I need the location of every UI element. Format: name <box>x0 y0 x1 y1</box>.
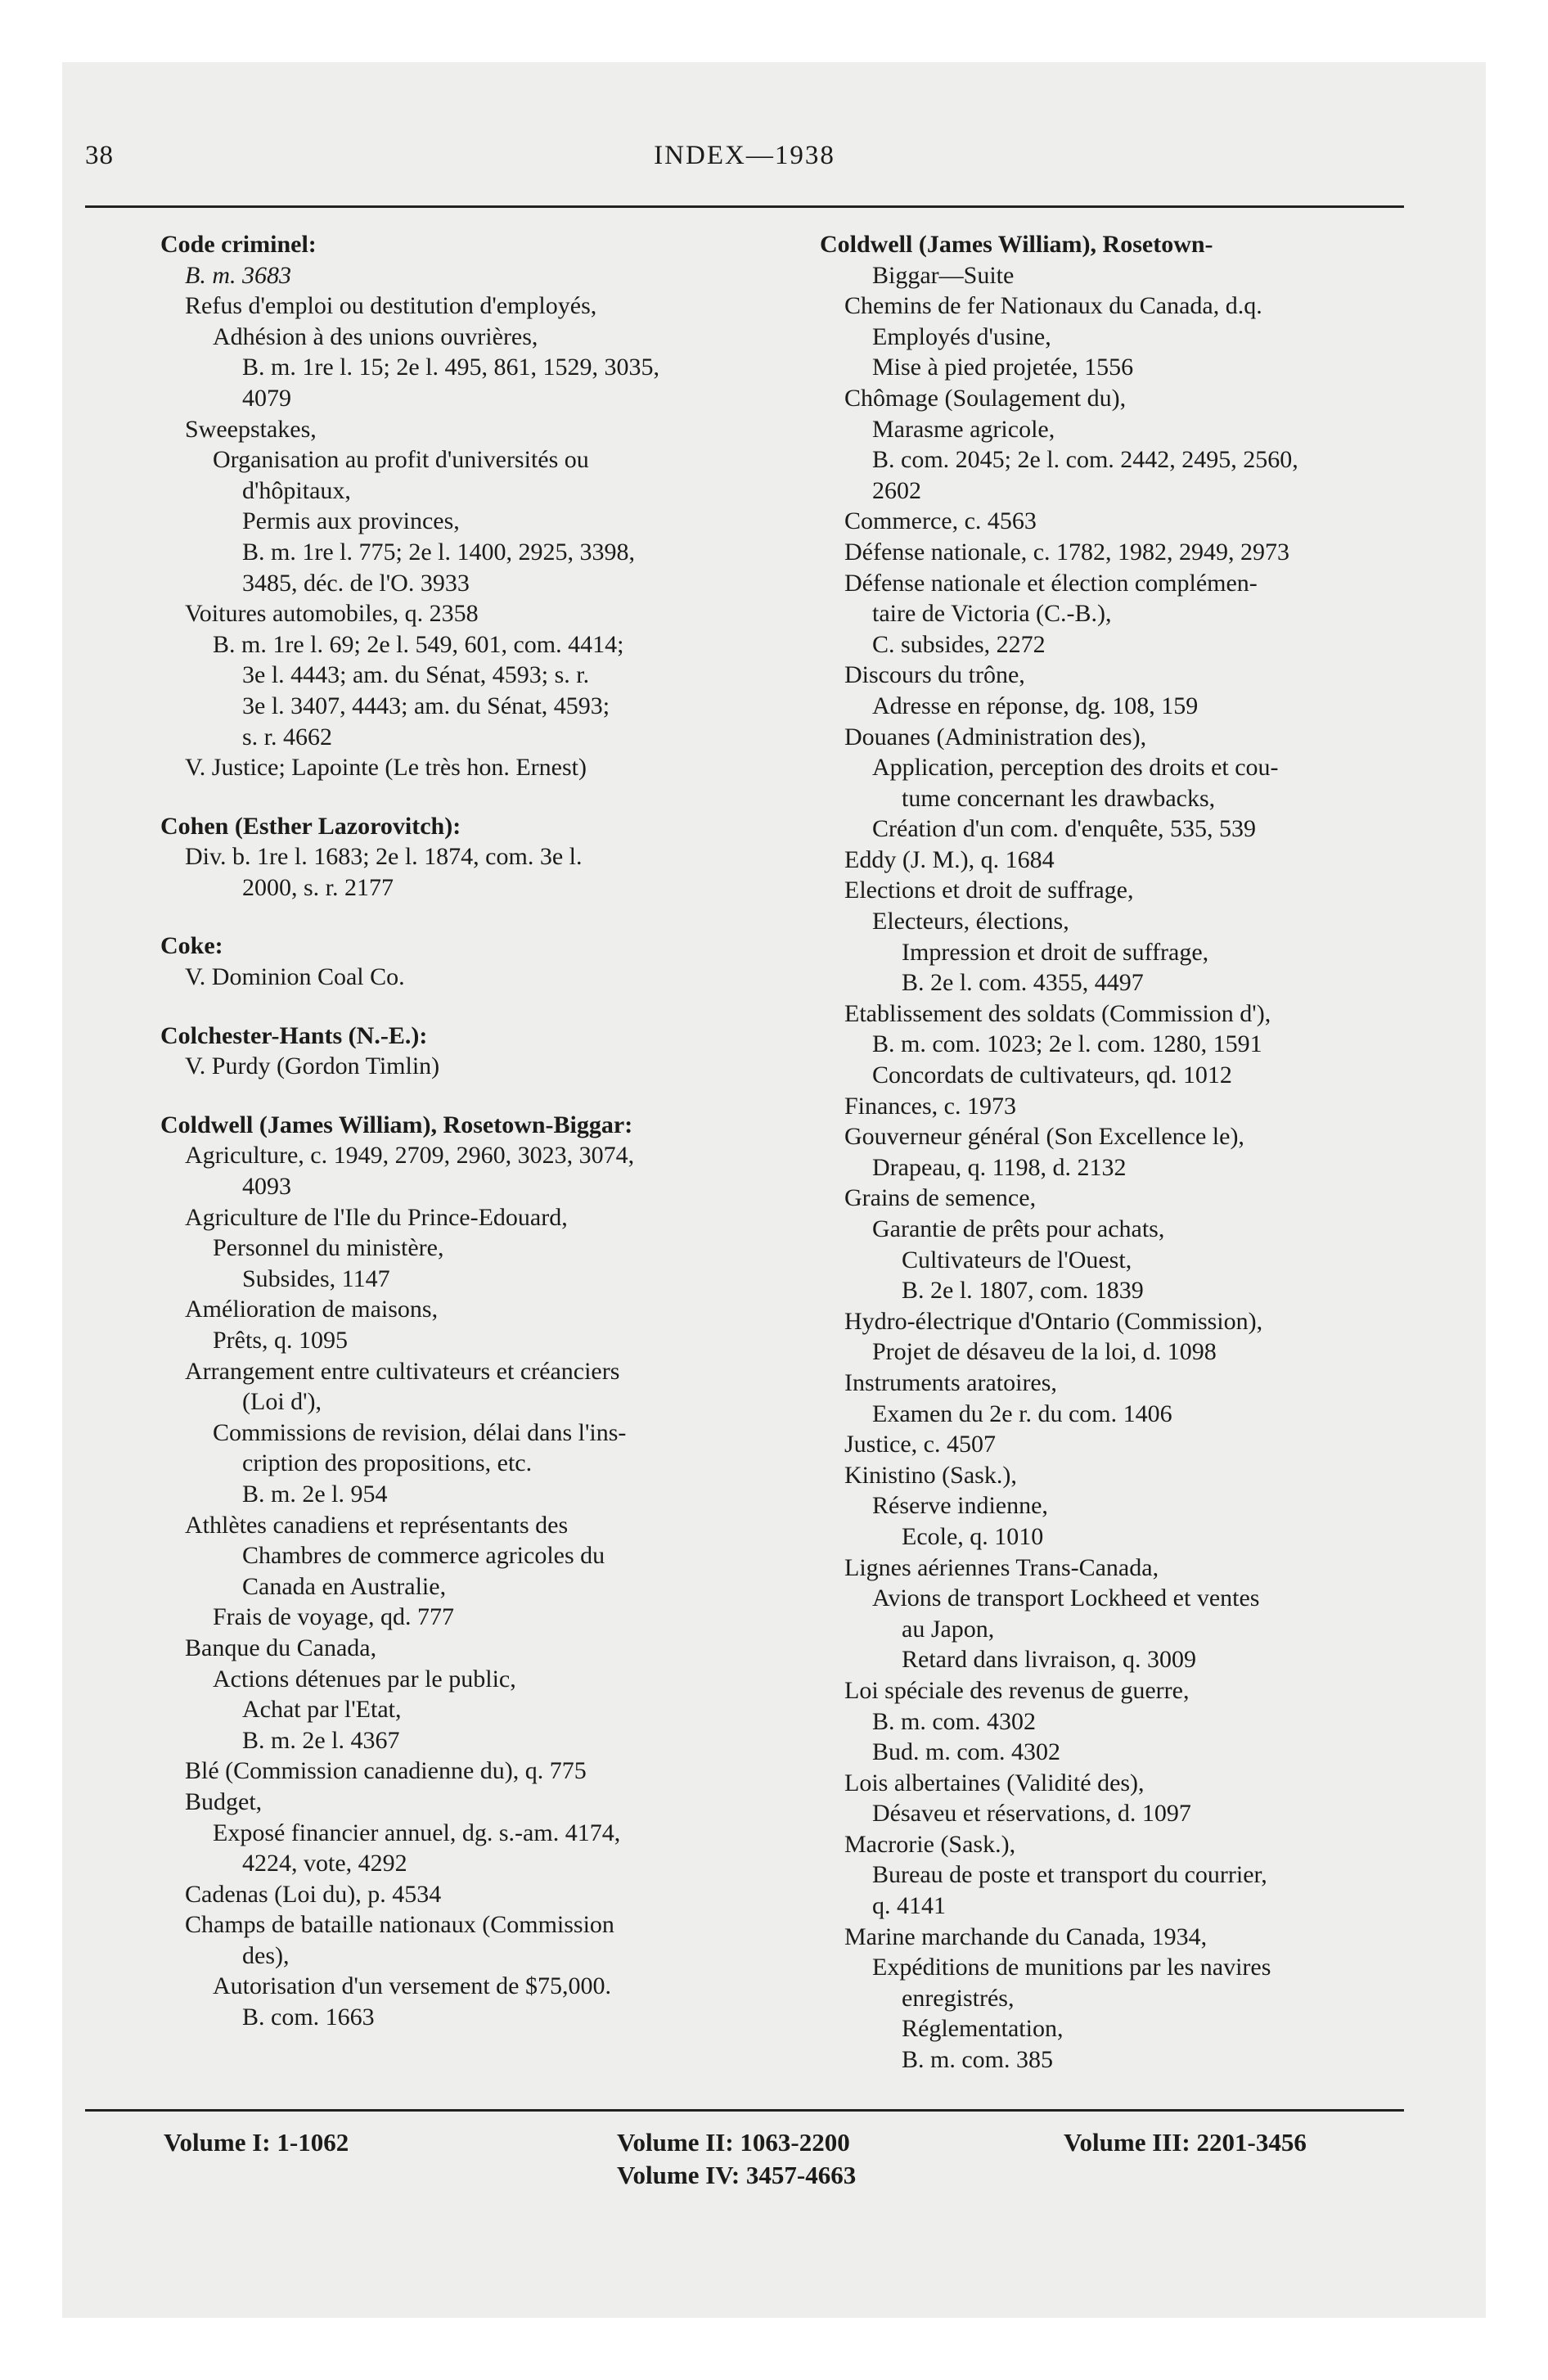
index-line: Finances, c. 1973 <box>844 1092 1016 1120</box>
index-line: Eddy (J. M.), q. 1684 <box>844 845 1055 873</box>
index-line: V. Dominion Coal Co. <box>185 963 405 991</box>
index-line: Adresse en réponse, dg. 108, 159 <box>872 692 1199 719</box>
index-line: Prêts, q. 1095 <box>213 1327 348 1354</box>
index-line: Frais de voyage, qd. 777 <box>213 1603 454 1631</box>
index-line: Bureau de poste et transport du courrier, <box>872 1861 1267 1889</box>
index-line: (Loi d'), <box>242 1388 322 1416</box>
index-line: Instruments aratoires, <box>844 1368 1057 1396</box>
index-line: B. m. 1re l. 69; 2e l. 549, 601, com. 4414; <box>213 630 624 658</box>
index-line: Organisation au profit d'universités ou <box>213 446 589 474</box>
index-line: enregistrés, <box>902 1984 1015 2012</box>
entry-gap <box>160 783 782 811</box>
index-line: Désaveu et réservations, d. 1097 <box>872 1800 1191 1828</box>
index-line: des), <box>242 1941 290 1969</box>
index-line: Bud. m. com. 4302 <box>872 1738 1060 1766</box>
index-line: Garantie de prêts pour achats, <box>872 1215 1165 1242</box>
index-line: 2602 <box>872 476 921 504</box>
volume-1-range: Volume I: 1-1062 <box>164 2128 349 2157</box>
index-line: Projet de désaveu de la loi, d. 1098 <box>872 1338 1217 1366</box>
index-heading: Cohen (Esther Lazorovitch): <box>160 812 461 840</box>
index-line: Adhésion à des unions ouvrières, <box>213 322 538 350</box>
volume-3-range: Volume III: 2201-3456 <box>1064 2128 1307 2157</box>
index-line: Examen du 2e r. du com. 1406 <box>872 1400 1172 1427</box>
index-line: Agriculture de l'Ile du Prince-Edouard, <box>185 1203 568 1231</box>
index-line: Budget, <box>185 1787 263 1815</box>
index-line: 3485, déc. de l'O. 3933 <box>242 569 470 597</box>
index-line: Ecole, q. 1010 <box>902 1522 1044 1550</box>
running-head: INDEX—1938 <box>654 141 835 170</box>
index-line: B. m. 1re l. 775; 2e l. 1400, 2925, 3398, <box>242 538 635 566</box>
page-header <box>85 141 1404 190</box>
index-line: Expéditions de munitions par les navires <box>872 1954 1271 1981</box>
index-line: Commissions de revision, délai dans l'ins- <box>213 1418 627 1446</box>
index-line: Chômage (Soulagement du), <box>844 384 1127 412</box>
index-line: B. 2e l. com. 4355, 4497 <box>902 969 1144 997</box>
index-line: 3e l. 4443; am. du Sénat, 4593; s. r. <box>242 661 590 689</box>
index-line: Electeurs, élections, <box>872 908 1069 935</box>
index-line: Chemins de fer Nationaux du Canada, d.q. <box>844 292 1262 320</box>
index-line: Gouverneur général (Son Excellence le), <box>844 1123 1244 1151</box>
index-line: B. com. 2045; 2e l. com. 2442, 2495, 2560, <box>872 446 1298 474</box>
index-line: Avions de transport Lockheed et ventes <box>872 1584 1260 1612</box>
index-line: B. m. 1re l. 15; 2e l. 495, 861, 1529, 3035, <box>242 354 659 381</box>
index-line: Kinistino (Sask.), <box>844 1461 1017 1489</box>
index-line: Drapeau, q. 1198, d. 2132 <box>872 1153 1127 1181</box>
index-line: Biggar—Suite <box>872 261 1015 289</box>
index-heading: Coldwell (James William), Rosetown-Biggar: <box>160 1111 633 1138</box>
left-column <box>160 229 782 2033</box>
index-line: B. m. com. 1023; 2e l. com. 1280, 1591 <box>872 1030 1262 1058</box>
volume-2-range: Volume II: 1063-2200 <box>617 2128 850 2157</box>
index-line: Personnel du ministère, <box>213 1234 444 1262</box>
index-line: Refus d'emploi ou destitution d'employés, <box>185 292 597 320</box>
index-line: Employés d'usine, <box>872 322 1051 350</box>
index-line: Achat par l'Etat, <box>242 1696 402 1724</box>
index-heading: Coke: <box>160 932 223 960</box>
index-line: Réglementation, <box>902 2015 1064 2043</box>
entry-gap <box>160 1082 782 1110</box>
index-line: B. m. com. 4302 <box>872 1707 1036 1735</box>
index-line: Concordats de cultivateurs, qd. 1012 <box>872 1062 1232 1089</box>
index-line: s. r. 4662 <box>242 723 333 751</box>
index-line: tume concernant les drawbacks, <box>902 784 1216 812</box>
index-line: C. subsides, 2272 <box>872 630 1046 658</box>
index-line: Agriculture, c. 1949, 2709, 2960, 3023, 3074, <box>185 1142 635 1170</box>
index-line: Champs de bataille nationaux (Commission <box>185 1911 614 1939</box>
index-line: Macrorie (Sask.), <box>844 1830 1016 1858</box>
index-line: Etablissement des soldats (Commission d'), <box>844 999 1271 1027</box>
index-line: Autorisation d'un versement de $75,000. <box>213 1972 611 2000</box>
entry-gap <box>160 903 782 931</box>
header-rule <box>85 205 1404 208</box>
entry-gap <box>160 993 782 1021</box>
index-line: Douanes (Administration des), <box>844 723 1147 751</box>
index-line: Création d'un com. d'enquête, 535, 539 <box>872 815 1257 843</box>
index-line: Lignes aériennes Trans-Canada, <box>844 1553 1159 1581</box>
index-line: 4224, vote, 4292 <box>242 1850 407 1877</box>
index-line: cription des propositions, etc. <box>242 1449 533 1477</box>
index-line: Application, perception des droits et cou- <box>872 754 1279 782</box>
index-line: Amélioration de maisons, <box>185 1296 439 1323</box>
index-line: Cultivateurs de l'Ouest, <box>902 1246 1132 1273</box>
index-line: Marasme agricole, <box>872 415 1055 443</box>
index-line: Subsides, 1147 <box>242 1264 390 1292</box>
index-heading: Colchester-Hants (N.-E.): <box>160 1021 428 1049</box>
index-line: Mise à pied projetée, 1556 <box>872 354 1134 381</box>
index-line: Marine marchande du Canada, 1934, <box>844 1922 1208 1950</box>
index-line: Permis aux provinces, <box>242 507 460 535</box>
index-line: B. m. 3683 <box>185 261 291 289</box>
index-line: Lois albertaines (Validité des), <box>844 1769 1145 1796</box>
index-line: Impression et droit de suffrage, <box>902 938 1209 966</box>
index-line: B. m. 2e l. 4367 <box>242 1726 400 1754</box>
index-heading: Coldwell (James William), Rosetown- <box>820 231 1213 258</box>
index-line: Retard dans livraison, q. 3009 <box>902 1646 1196 1674</box>
index-line: Sweepstakes, <box>185 415 317 443</box>
index-line: Banque du Canada, <box>185 1634 377 1661</box>
index-line: Loi spéciale des revenus de guerre, <box>844 1676 1190 1704</box>
index-line: au Japon, <box>902 1615 995 1643</box>
index-line: Défense nationale et élection complémen- <box>844 569 1258 597</box>
index-line: Div. b. 1re l. 1683; 2e l. 1874, com. 3e l. <box>185 843 583 871</box>
index-line: Arrangement entre cultivateurs et créanciers <box>185 1357 620 1385</box>
index-line: Discours du trône, <box>844 661 1025 689</box>
index-line: taire de Victoria (C.-B.), <box>872 600 1112 628</box>
index-line: Exposé financier annuel, dg. s.-am. 4174, <box>213 1819 621 1846</box>
index-line: 3e l. 3407, 4443; am. du Sénat, 4593; <box>242 692 610 719</box>
index-line: Défense nationale, c. 1782, 1982, 2949, 2973 <box>844 538 1290 566</box>
index-line: Commerce, c. 4563 <box>844 507 1037 535</box>
page-number: 38 <box>85 141 114 170</box>
index-line: Chambres de commerce agricoles du <box>242 1542 605 1570</box>
volume-4-range: Volume IV: 3457-4663 <box>617 2161 857 2189</box>
index-line: Blé (Commission canadienne du), q. 775 <box>185 1757 587 1785</box>
index-line: Hydro-électrique d'Ontario (Commission), <box>844 1307 1263 1335</box>
index-line: 4093 <box>242 1173 291 1201</box>
right-column <box>820 229 1442 2076</box>
index-heading: Code criminel: <box>160 231 317 258</box>
volume-footer <box>85 2126 1404 2208</box>
index-line: Réserve indienne, <box>872 1492 1048 1520</box>
index-line: 4079 <box>242 384 291 412</box>
index-line: Voitures automobiles, q. 2358 <box>185 600 479 628</box>
index-line: Actions détenues par le public, <box>213 1665 516 1693</box>
index-line: Athlètes canadiens et représentants des <box>185 1511 569 1539</box>
index-line: 2000, s. r. 2177 <box>242 873 394 901</box>
index-line: B. com. 1663 <box>242 2004 375 2031</box>
index-line: Elections et droit de suffrage, <box>844 877 1134 904</box>
index-line: Grains de semence, <box>844 1184 1037 1212</box>
index-line: Cadenas (Loi du), p. 4534 <box>185 1880 442 1908</box>
index-line: Justice, c. 4507 <box>844 1431 996 1458</box>
index-line: d'hôpitaux, <box>242 476 351 504</box>
index-line: B. m. com. 385 <box>902 2046 1053 2074</box>
index-line: B. m. 2e l. 954 <box>242 1480 388 1508</box>
index-line: q. 4141 <box>872 1892 946 1920</box>
footer-rule <box>85 2109 1404 2112</box>
index-line: B. 2e l. 1807, com. 1839 <box>902 1277 1144 1305</box>
index-line: V. Justice; Lapointe (Le très hon. Ernest) <box>185 754 587 782</box>
index-line: V. Purdy (Gordon Timlin) <box>185 1053 440 1080</box>
index-line: Canada en Australie, <box>242 1572 447 1600</box>
